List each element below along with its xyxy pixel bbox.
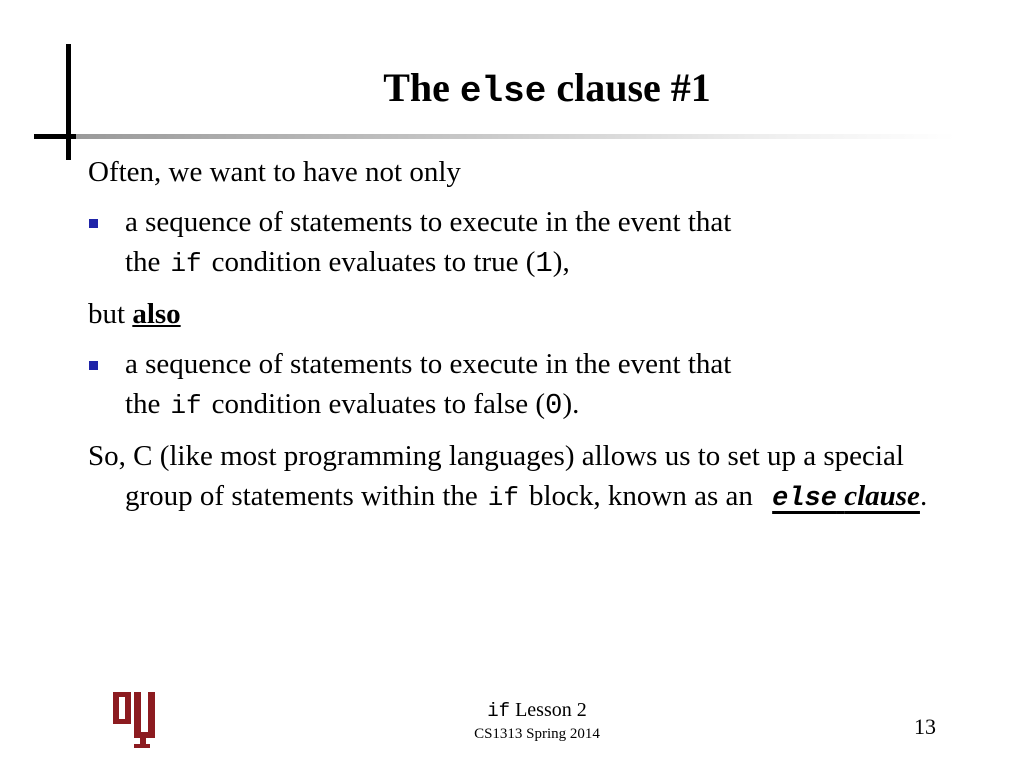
footer-code: if — [487, 700, 511, 722]
bullet-false-the: the — [125, 388, 161, 420]
square-bullet-icon — [89, 361, 98, 370]
closing-part2: block, known as an — [529, 480, 753, 512]
bullet-true-the: the — [125, 246, 161, 278]
bullet-true-value: 1 — [535, 247, 553, 280]
else-clause-code: else — [772, 484, 837, 514]
bullet-false-code: if — [170, 391, 202, 421]
bullet-item-true — [88, 202, 968, 284]
footer-lesson — [50, 698, 1024, 723]
title-prefix: The — [383, 65, 450, 110]
connector-emphasis: also — [132, 298, 181, 330]
slide-title — [0, 66, 1024, 112]
title-divider — [76, 134, 956, 139]
corner-horizontal-line — [34, 134, 76, 139]
footer — [0, 698, 1024, 745]
bullet-false-rest-b: ). — [562, 388, 580, 420]
bullet-true-line1: a sequence of statements to execute in the event that — [125, 206, 732, 238]
intro-text: Often, we want to have not only — [88, 156, 461, 188]
bullet-true-rest-a: condition evaluates to true ( — [211, 246, 536, 278]
bullet-true-rest-b: ), — [552, 246, 570, 278]
closing-code: if — [487, 483, 519, 513]
closing-text — [88, 436, 968, 519]
closing-part1: So, C (like most programming languages) allows us to set up a special group of statements within the — [88, 440, 904, 512]
slide-body — [88, 152, 968, 529]
else-clause-term — [760, 480, 920, 512]
closing-end: . — [919, 480, 928, 512]
title-suffix: clause #1 — [556, 65, 711, 110]
bullet-false-value: 0 — [545, 389, 563, 422]
footer-lesson-label: Lesson 2 — [515, 699, 587, 721]
bullet-false-rest-a: condition evaluates to false ( — [211, 388, 546, 420]
square-bullet-icon — [89, 219, 98, 228]
bullet-true-code: if — [170, 249, 202, 279]
else-clause-word: clause — [844, 480, 920, 512]
bullet-item-false — [88, 344, 968, 426]
title-code: else — [459, 71, 547, 112]
footer-course: CS1313 Spring 2014 — [474, 726, 600, 742]
page-number: 13 — [914, 714, 936, 739]
connector-prefix: but — [88, 298, 126, 330]
connector-text — [88, 294, 968, 334]
bullet-false-line1: a sequence of statements to execute in the event that — [125, 348, 732, 380]
